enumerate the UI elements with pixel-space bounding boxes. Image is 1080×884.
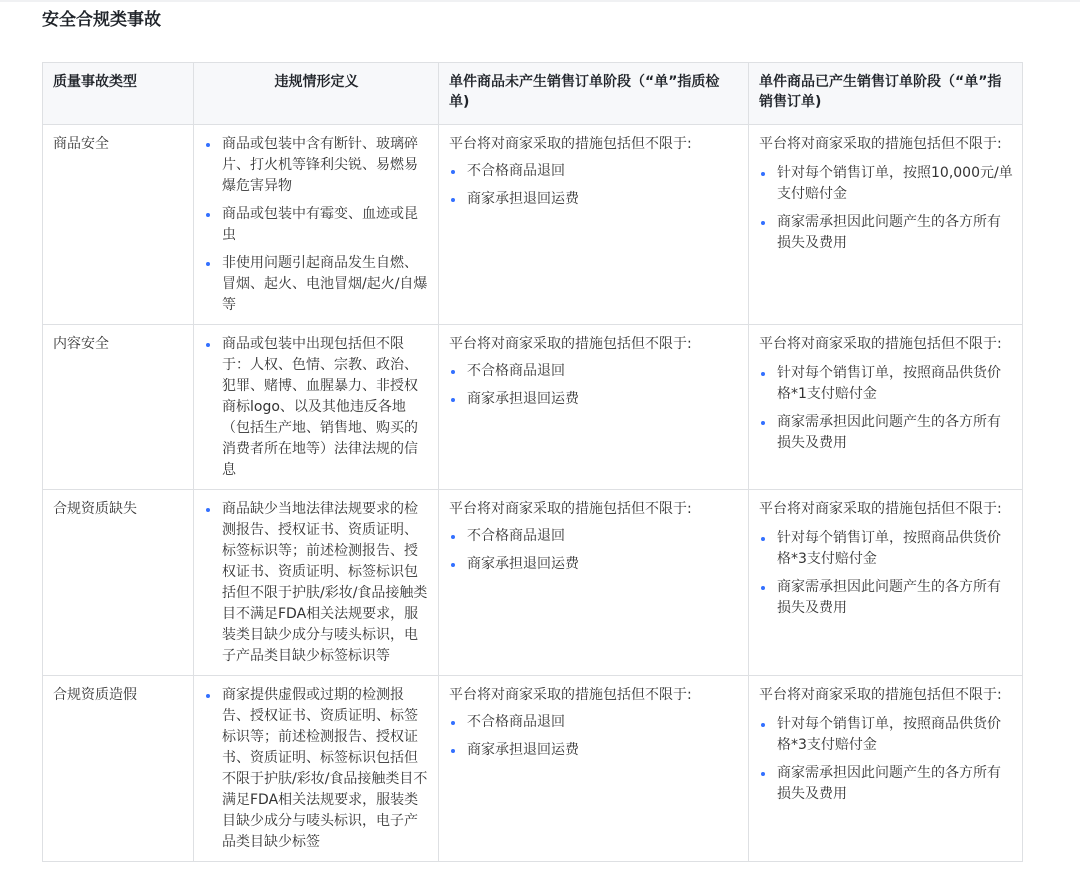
list-item-text: 商品缺少当地法律法规要求的检测报告、授权证书、资质证明、标签标识等；前述检测报告、授权证书、资质证明、标签标识包括但不限于护肤/彩妆/食品接触类目不满足FDA相关法规要求，服装类目缺少成分与唛头标识，电子产品类目缺少标签标识等 [222,501,428,664]
measures-list [449,526,739,575]
bullet-dot-icon [761,772,765,776]
list-item-text: 商家提供虚假或过期的检测报告、授权证书、资质证明、标签标识等；前述检测报告、授权证书、资质证明、标签标识包括但不限于护肤/彩妆/食品接触类目不满足FDA相关法规要求，服装类目缺少成分与唛头标识，电子产品类目缺少标签 [222,687,428,850]
list-item [449,389,739,410]
list-item-text: 商家承担退回运费 [467,556,579,572]
bullet-dot-icon [761,723,765,727]
list-item [449,161,739,182]
definition-list [204,334,429,481]
table-row [43,676,1023,862]
measures-intro: 平台将对商家采取的措施包括但不限于: [449,336,692,352]
list-item [759,577,1013,619]
list-item-text: 商家需承担因此问题产生的各方所有损失及费用 [777,214,1001,251]
table-header-row [43,63,1023,125]
list-item [204,253,429,316]
list-item [759,212,1013,254]
cell-pre-order-measures [439,325,749,490]
list-item-text: 不合格商品退回 [467,528,565,544]
cell-definition [194,490,439,676]
list-item [759,163,1013,205]
header-post-order-stage: 单件商品已产生销售订单阶段（“单”指销售订单) [749,63,1023,125]
bullet-dot-icon [206,143,210,147]
list-item-text: 商品或包装中出现包括但不限于：人权、色情、宗教、政治、犯罪、赌博、血腥暴力、非授权商标logo、以及其他违反各地（包括生产地、销售地、购买的消费者所在地等）法律法规的信息 [222,336,418,478]
bullet-dot-icon [761,586,765,590]
table-row [43,125,1023,325]
bullet-dot-icon [761,421,765,425]
incident-type-label: 合规资质缺失 [53,501,137,517]
bullet-dot-icon [206,343,210,347]
page-title: 安全合规类事故 [42,10,161,30]
list-item-text: 不合格商品退回 [467,714,565,730]
bullet-dot-icon [451,563,455,567]
bullet-dot-icon [206,694,210,698]
definition-list [204,134,429,316]
incident-type-label: 商品安全 [53,136,109,152]
cell-pre-order-measures [439,490,749,676]
list-item-text: 非使用问题引起商品发生自燃、冒烟、起火、电池冒烟/起火/自爆等 [222,255,428,313]
definition-list [204,499,429,667]
bullet-dot-icon [761,372,765,376]
cell-post-order-measures [749,125,1023,325]
cell-definition [194,125,439,325]
cell-incident-type [43,676,194,862]
cell-post-order-measures [749,490,1023,676]
measures-list [759,714,1013,805]
list-item-text: 针对每个销售订单，按照商品供货价格*1支付赔付金 [777,365,1001,402]
cell-definition [194,676,439,862]
measures-list [449,161,739,210]
bullet-dot-icon [206,262,210,266]
measures-intro: 平台将对商家采取的措施包括但不限于: [449,501,692,517]
list-item [759,714,1013,756]
header-pre-order-stage: 单件商品未产生销售订单阶段（“单”指质检单) [439,63,749,125]
list-item-text: 针对每个销售订单，按照商品供货价格*3支付赔付金 [777,530,1001,567]
incident-type-label: 内容安全 [53,336,109,352]
list-item [449,712,739,733]
list-item [204,499,429,667]
list-item-text: 商家需承担因此问题产生的各方所有损失及费用 [777,579,1001,616]
bullet-dot-icon [761,172,765,176]
bullet-dot-icon [761,221,765,225]
list-item-text: 商家承担退回运费 [467,391,579,407]
incident-table [42,62,1023,862]
list-item [204,134,429,197]
list-item-text: 针对每个销售订单，按照商品供货价格*3支付赔付金 [777,716,1001,753]
cell-incident-type [43,125,194,325]
measures-intro: 平台将对商家采取的措施包括但不限于: [449,136,692,152]
list-item [449,189,739,210]
list-item [449,554,739,575]
bullet-dot-icon [451,535,455,539]
bullet-dot-icon [206,508,210,512]
measures-intro: 平台将对商家采取的措施包括但不限于: [759,136,1002,152]
measures-intro: 平台将对商家采取的措施包括但不限于: [759,687,1002,703]
list-item-text: 不合格商品退回 [467,163,565,179]
definition-list [204,685,429,853]
list-item-text: 商家承担退回运费 [467,191,579,207]
table-row [43,490,1023,676]
measures-intro: 平台将对商家采取的措施包括但不限于: [449,687,692,703]
list-item [449,740,739,761]
cell-post-order-measures [749,676,1023,862]
list-item [204,334,429,481]
top-divider [0,0,1080,2]
bullet-dot-icon [451,370,455,374]
list-item [759,528,1013,570]
bullet-dot-icon [761,537,765,541]
bullet-dot-icon [451,721,455,725]
cell-pre-order-measures [439,125,749,325]
list-item [759,763,1013,805]
header-violation-definition: 违规情形定义 [194,63,439,125]
list-item-text: 商家需承担因此问题产生的各方所有损失及费用 [777,765,1001,802]
bullet-dot-icon [206,213,210,217]
measures-list [759,528,1013,619]
bullet-dot-icon [451,398,455,402]
list-item [449,526,739,547]
list-item-text: 商品或包装中有霉变、血迹或昆虫 [222,206,418,243]
list-item [204,685,429,853]
measures-list [449,712,739,761]
list-item [449,361,739,382]
table-row [43,325,1023,490]
list-item-text: 商品或包装中含有断针、玻璃碎片、打火机等锋利尖锐、易燃易爆危害异物 [222,136,418,194]
list-item-text: 商家需承担因此问题产生的各方所有损失及费用 [777,414,1001,451]
cell-incident-type [43,490,194,676]
bullet-dot-icon [451,170,455,174]
bullet-dot-icon [451,749,455,753]
cell-incident-type [43,325,194,490]
measures-list [449,361,739,410]
cell-definition [194,325,439,490]
incident-type-label: 合规资质造假 [53,687,137,703]
cell-pre-order-measures [439,676,749,862]
list-item [759,412,1013,454]
list-item-text: 不合格商品退回 [467,363,565,379]
measures-intro: 平台将对商家采取的措施包括但不限于: [759,501,1002,517]
measures-intro: 平台将对商家采取的措施包括但不限于: [759,336,1002,352]
list-item [759,363,1013,405]
measures-list [759,363,1013,454]
list-item-text: 针对每个销售订单，按照10,000元/单支付赔付金 [777,165,1013,202]
list-item [204,204,429,246]
header-incident-type: 质量事故类型 [43,63,194,125]
cell-post-order-measures [749,325,1023,490]
measures-list [759,163,1013,254]
list-item-text: 商家承担退回运费 [467,742,579,758]
bullet-dot-icon [451,198,455,202]
